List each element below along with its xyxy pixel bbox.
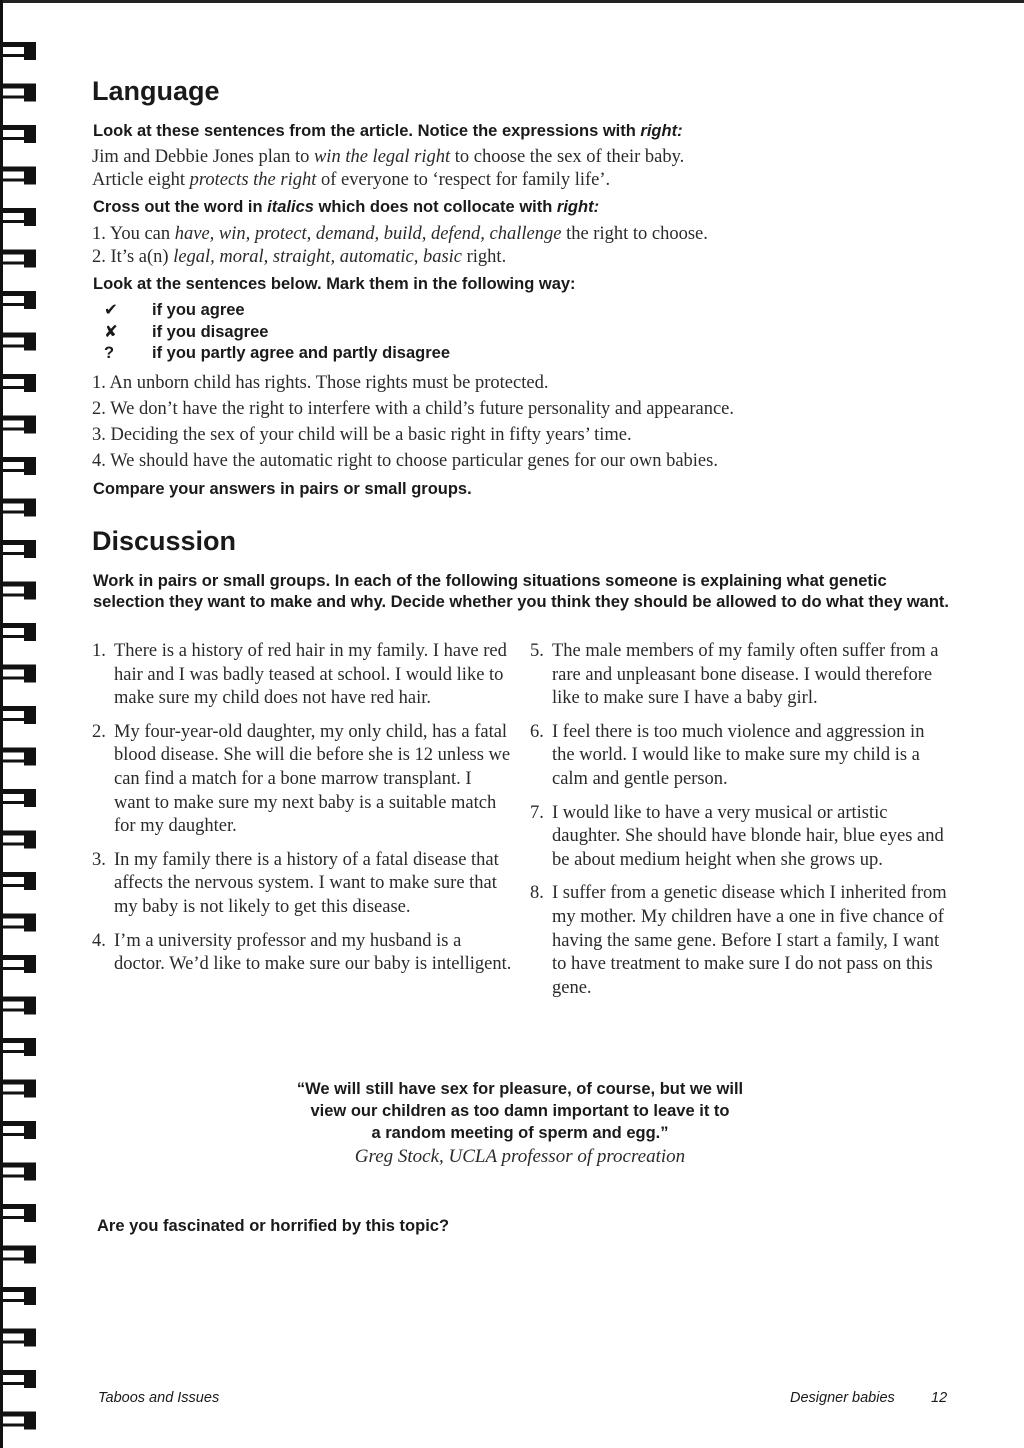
- exercise-item-1: 1. You can have, win, protect, demand, build, defend, challenge the right to choose.: [92, 224, 708, 244]
- situation-item: 8. I suffer from a genetic disease which I inherited from my mother. My children have a one in five chance of having the same gene. Before I start a family, I want to have treatment to make sure I do not pass on this gene.: [530, 883, 947, 998]
- binding-ring: [0, 540, 36, 558]
- binding-ring: [0, 831, 36, 849]
- binding-ring: [0, 872, 36, 890]
- binding-ring: [0, 1121, 36, 1139]
- statement-item: 3. Deciding the sex of your child will be a basic right in fifty years’ time.: [92, 425, 632, 445]
- binding-ring: [0, 748, 36, 766]
- statement-item: 2. We don’t have the right to interfere with a child’s future personality and appearance.: [92, 399, 735, 419]
- binding-ring: [0, 1038, 36, 1056]
- binding-ring: [0, 1204, 36, 1222]
- example-sentence-1: Jim and Debbie Jones plan to win the legal right to choose the sex of their baby.: [92, 147, 685, 167]
- statement-item: 1. An unborn child has rights. Those rights must be protected.: [92, 373, 549, 393]
- binding-ring: [0, 914, 36, 932]
- cross-mark-icon: ✘: [104, 323, 118, 341]
- situation-item: 2. My four-year-old daughter, my only child, has a fatal blood disease. She will die before she is 12 unless we can find a match for a bone marrow transplant. I want to make sure my next baby is a suitable match for my daughter.: [92, 721, 511, 837]
- binding-ring: [0, 84, 36, 102]
- binding-ring: [0, 955, 36, 973]
- mark-row-agree: ✔ if you agree: [104, 301, 245, 319]
- binding-ring: [0, 789, 36, 807]
- binding-ring: [0, 1080, 36, 1098]
- closing-question: Are you fascinated or horrified by this topic?: [97, 1217, 450, 1235]
- binding-ring: [0, 1246, 36, 1264]
- language-instruction-1: Look at these sentences from the article. Notice the expressions with right:: [93, 122, 683, 140]
- situations-left-column: [92, 640, 512, 987]
- binding-ring: [0, 42, 36, 60]
- language-instruction-3: Look at the sentences below. Mark them in the following way:: [93, 275, 576, 293]
- binding-ring: [0, 499, 36, 517]
- binding-ring: [0, 706, 36, 724]
- binding-ring: [0, 374, 36, 392]
- situation-item: 1. There is a history of red hair in my family. I have red hair and I was badly teased at school. I would like to make sure my child does not have red hair.: [92, 641, 507, 709]
- situations-right-column: [530, 640, 950, 1010]
- binding-ring: [0, 291, 36, 309]
- discussion-heading: Discussion: [92, 526, 237, 556]
- quote-attribution: Greg Stock, UCLA professor of procreation: [354, 1146, 686, 1167]
- binding-ring: [0, 1412, 36, 1430]
- binding-ring: [0, 1329, 36, 1347]
- binding-spine: [0, 0, 3, 1448]
- statement-item: 4. We should have the automatic right to choose particular genes for our own babies.: [92, 451, 718, 471]
- situation-item: 4. I’m a university professor and my husband is a doctor. We’d like to make sure our baby is intelligent.: [92, 930, 512, 975]
- binding-ring: [0, 997, 36, 1015]
- footer-book-title: Taboos and Issues: [98, 1390, 220, 1406]
- footer-page-number: 12: [931, 1390, 948, 1406]
- example-sentence-2: Article eight protects the right of everyone to ‘respect for family life’.: [92, 170, 611, 190]
- footer-unit-title: Designer babies: [790, 1390, 895, 1406]
- binding-ring: [0, 1287, 36, 1305]
- situation-item: 6. I feel there is too much violence and aggression in the world. I would like to make sure my child is a calm and gentle person.: [530, 721, 925, 789]
- page-top-edge: [0, 0, 1024, 3]
- exercise-item-2: 2. It’s a(n) legal, moral, straight, automatic, basic right.: [92, 247, 507, 267]
- binding-ring: [0, 208, 36, 226]
- binding-ring: [0, 1370, 36, 1388]
- mark-row-disagree: ✘ if you disagree: [104, 323, 269, 341]
- binding-ring: [0, 623, 36, 641]
- situation-item: 7. I would like to have a very musical or artistic daughter. She should have blonde hair, blue eyes and be about medium height when she grows up.: [530, 802, 944, 870]
- situation-item: 3. In my family there is a history of a fatal disease that affects the nervous system. I want to make sure that my baby is not likely to get this disease.: [92, 849, 499, 917]
- statement-list: [92, 370, 734, 474]
- check-mark-icon: ✔: [104, 301, 118, 319]
- binding-ring: [0, 416, 36, 434]
- mark-row-partly: ? if you partly agree and partly disagree: [104, 344, 451, 362]
- language-instruction-4: Compare your answers in pairs or small groups.: [93, 480, 472, 498]
- quote-block: “We will still have sex for pleasure, of course, but we will view our children as too damn important to leave it to a random meeting of sperm and egg.”: [296, 1080, 744, 1142]
- spiral-binding: [0, 0, 40, 1448]
- binding-ring: [0, 250, 36, 268]
- discussion-instruction: Work in pairs or small groups. In each of the following situations someone is explaining what genetic selection they want to make and why. Decide whether you think they should be allowed to do what they want.: [93, 572, 949, 611]
- binding-ring: [0, 582, 36, 600]
- binding-ring: [0, 333, 36, 351]
- binding-ring: [0, 457, 36, 475]
- binding-ring: [0, 665, 36, 683]
- language-instruction-2: Cross out the word in italics which does not collocate with right:: [93, 198, 600, 216]
- situation-item: 5. The male members of my family often suffer from a rare and unpleasant bone disease. I would therefore like to make sure I have a baby girl.: [530, 641, 939, 709]
- question-mark-icon: ?: [104, 344, 115, 362]
- binding-ring: [0, 167, 36, 185]
- binding-ring: [0, 125, 36, 143]
- binding-ring: [0, 1163, 36, 1181]
- language-heading: Language: [92, 76, 220, 106]
